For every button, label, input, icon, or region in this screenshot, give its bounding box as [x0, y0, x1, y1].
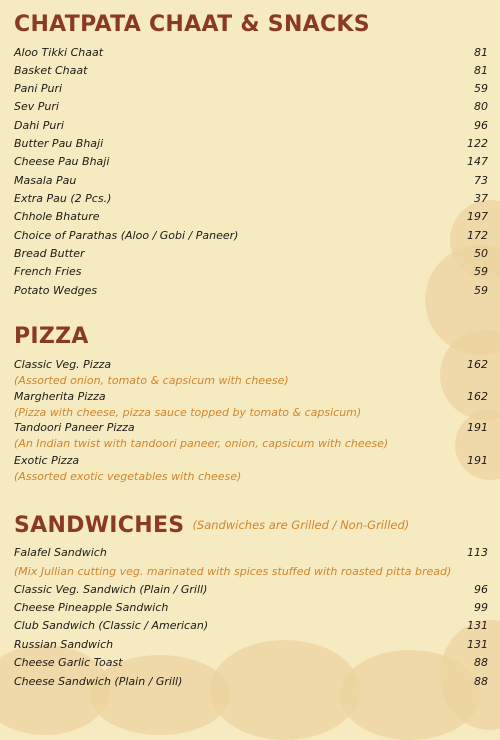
item-price: 172: [467, 229, 488, 242]
menu-item: [14, 172, 488, 190]
item-name: Cheese Pau Bhaji: [14, 155, 110, 168]
menu-item: [14, 544, 488, 562]
item-name: Tandoori Paneer Pizza: [14, 421, 135, 434]
item-name: Extra Pau (2 Pcs.): [14, 192, 112, 205]
item-price: 191: [467, 454, 488, 467]
menu-item: [14, 190, 488, 208]
item-description: (Assorted onion, tomato & capsicum with cheese): [14, 374, 289, 387]
menu-item: [14, 636, 488, 654]
item-price: 162: [467, 390, 488, 403]
item-name: Cheese Garlic Toast: [14, 656, 123, 669]
item-name: Masala Pau: [14, 174, 77, 187]
item-price: 73: [474, 174, 488, 187]
item-name: Choice of Parathas (Aloo / Gobi / Paneer): [14, 229, 239, 242]
section-note: (Sandwiches are Grilled / Non-Grilled): [192, 518, 410, 532]
menu-item: [14, 654, 488, 672]
menu-item: [14, 117, 488, 135]
item-name: Potato Wedges: [14, 284, 98, 297]
item-price: 88: [474, 675, 488, 688]
item-name: Dahi Puri: [14, 119, 64, 132]
item-price: 37: [474, 192, 488, 205]
item-price: 122: [467, 137, 488, 150]
item-price: 59: [474, 284, 488, 297]
item-name: Falafel Sandwich: [14, 546, 107, 559]
item-price: 50: [474, 247, 488, 260]
menu-item: [14, 98, 488, 116]
menu-item: [14, 80, 488, 98]
item-name: Margherita Pizza: [14, 390, 106, 403]
item-price: 191: [467, 421, 488, 434]
menu-item: [14, 599, 488, 617]
item-price: 131: [467, 638, 488, 651]
section-title-text: SANDWICHES: [14, 513, 185, 538]
item-price: 59: [474, 82, 488, 95]
item-name: Cheese Sandwich (Plain / Grill): [14, 675, 183, 688]
section-title-sandwiches: [14, 515, 409, 537]
item-description: (An Indian twist with tandoori paneer, onion, capsicum with cheese): [14, 437, 389, 450]
item-name: Pani Puri: [14, 82, 63, 95]
item-name: Chhole Bhature: [14, 210, 100, 223]
item-price: 81: [474, 46, 488, 59]
menu-item: [14, 263, 488, 281]
menu-item: [14, 44, 488, 62]
menu-item: [14, 135, 488, 153]
item-price: 96: [474, 119, 488, 132]
item-price: 113: [467, 546, 488, 559]
item-price: 96: [474, 583, 488, 596]
item-price: 131: [467, 619, 488, 632]
section-title-pizza: PIZZA: [14, 324, 89, 349]
menu-item: [14, 245, 488, 263]
item-price: 147: [467, 155, 488, 168]
item-price: 162: [467, 358, 488, 371]
item-description: (Pizza with cheese, pizza sauce topped by tomato & capsicum): [14, 406, 362, 419]
item-name: Bread Butter: [14, 247, 85, 260]
item-description: (Mix Jullian cutting veg. marinated with spices stuffed with roasted pitta bread): [14, 565, 452, 578]
item-price: 197: [467, 210, 488, 223]
item-name: Exotic Pizza: [14, 454, 80, 467]
item-name: Sev Puri: [14, 100, 59, 113]
menu-item: [14, 153, 488, 171]
item-name: Basket Chaat: [14, 64, 88, 77]
menu-item: [14, 282, 488, 300]
menu-item: [14, 581, 488, 599]
item-name: Aloo Tikki Chaat: [14, 46, 104, 59]
item-name: Club Sandwich (Classic / American): [14, 619, 209, 632]
item-price: 88: [474, 656, 488, 669]
menu-item: [14, 227, 488, 245]
item-price: 59: [474, 265, 488, 278]
menu-item: [14, 208, 488, 226]
menu-item: [14, 62, 488, 80]
item-price: 81: [474, 64, 488, 77]
item-description: (Assorted exotic vegetables with cheese): [14, 470, 242, 483]
item-name: Classic Veg. Sandwich (Plain / Grill): [14, 583, 208, 596]
item-name: Russian Sandwich: [14, 638, 114, 651]
item-price: 80: [474, 100, 488, 113]
item-name: Butter Pau Bhaji: [14, 137, 104, 150]
item-name: Classic Veg. Pizza: [14, 358, 112, 371]
section-title-chaat: CHATPATA CHAAT & SNACKS: [14, 12, 370, 37]
item-name: Cheese Pineapple Sandwich: [14, 601, 169, 614]
item-price: 99: [474, 601, 488, 614]
menu-item: [14, 673, 488, 691]
menu-item: [14, 617, 488, 635]
item-name: French Fries: [14, 265, 82, 278]
